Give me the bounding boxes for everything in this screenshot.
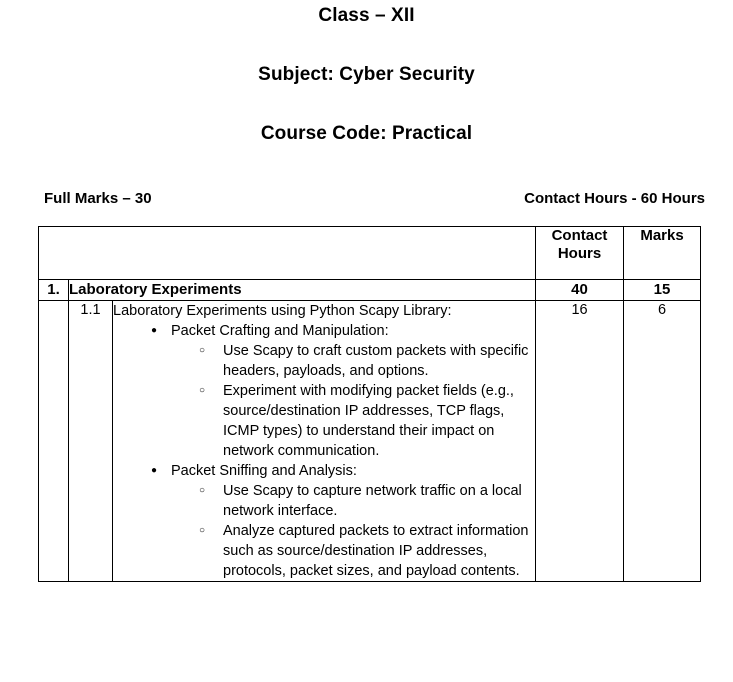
detail-bullet-list: [113, 321, 535, 581]
list-item: ○ Use Scapy to capture network traffic on a local network interface.: [171, 481, 535, 521]
list-item: [113, 461, 535, 581]
section-title: Laboratory Experiments: [69, 280, 536, 301]
bullet-text: ● Packet Sniffing and Analysis:: [171, 461, 535, 481]
table-row-detail: [39, 300, 701, 581]
syllabus-table-wrapper: [38, 226, 700, 582]
document-page: [0, 6, 733, 682]
detail-marks: 6: [624, 300, 701, 581]
syllabus-table: [38, 226, 701, 582]
detail-sub-bullet-list: [171, 341, 535, 461]
list-item: ○ Experiment with modifying packet fields (e.g., source/destination IP addresses, TCP flags, ICMP types) to understand their impact on network communication.: [171, 381, 535, 461]
list-item: ○ Analyze captured packets to extract information such as source/destination IP addresses, protocols, packet sizes, and payload contents.: [171, 521, 535, 581]
detail-number: 1.1: [69, 300, 113, 581]
page-title-course-code: Course Code: Practical: [260, 123, 473, 144]
detail-sub-bullet-list: [171, 481, 535, 581]
section-marks: 15: [624, 280, 701, 301]
detail-contact-hours: 16: [536, 300, 624, 581]
page-title-subject: Subject: Cyber Security: [258, 64, 475, 85]
detail-lead-text: Laboratory Experiments using Python Scapy Library:: [113, 302, 452, 319]
table-row-section: [39, 280, 701, 301]
section-number: 1.: [39, 280, 69, 301]
marks-and-hours-row: [0, 190, 733, 207]
table-header-marks: Marks: [624, 227, 701, 280]
contact-hours-label: Contact Hours - 60 Hours: [524, 190, 705, 207]
table-header-contact-hours: Contact Hours: [536, 227, 624, 280]
list-item: [113, 321, 535, 461]
section-contact-hours: 40: [536, 280, 624, 301]
table-header-blank-cell: [39, 227, 536, 280]
full-marks-label: Full Marks – 30: [44, 190, 152, 207]
bullet-text: ● Packet Crafting and Manipulation:: [171, 321, 535, 341]
page-title-class: Class – XII: [318, 5, 415, 26]
detail-content: [113, 300, 536, 581]
table-header-row: [39, 227, 701, 280]
detail-blank-cell: [39, 300, 69, 581]
list-item: ○ Use Scapy to craft custom packets with specific headers, payloads, and options.: [171, 341, 535, 381]
